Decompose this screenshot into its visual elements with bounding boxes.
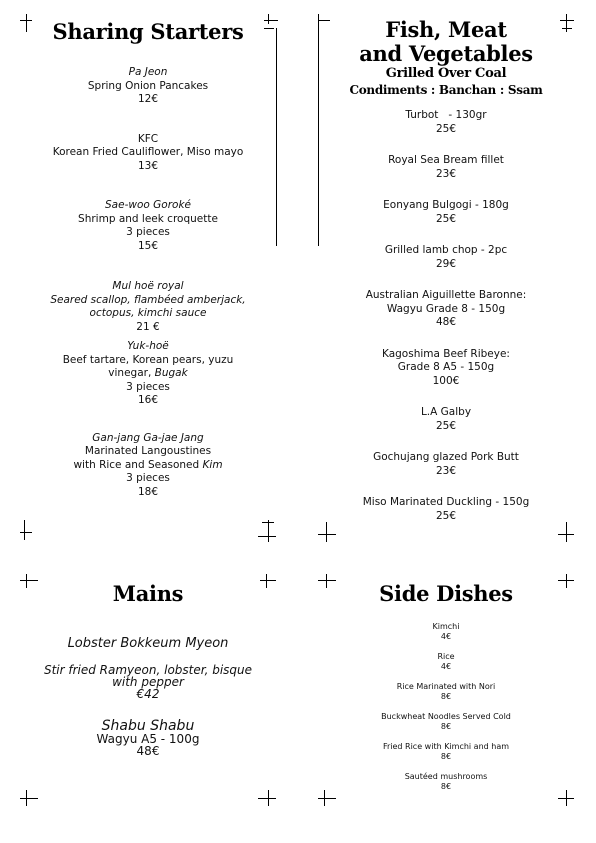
dish-desc: Stir fried Ramyeon, lobster, bisque — [43, 663, 253, 677]
menu-item — [318, 244, 574, 271]
side-item — [318, 652, 574, 672]
menu-item — [20, 340, 276, 408]
menu-item — [20, 199, 276, 253]
item-name: Australian Aiguillette Baronne: — [365, 289, 527, 301]
corner-ornament — [566, 790, 567, 806]
menu-item — [20, 66, 276, 107]
grill-title-line-1: Fish, Meat — [385, 17, 507, 42]
corner-ornament — [262, 522, 274, 523]
dish-price: 48€ — [136, 744, 160, 758]
item-desc: Seared scallop, flambéed amberjack, — [50, 293, 246, 306]
item-price: 25€ — [435, 419, 457, 432]
corner-ornament — [268, 520, 269, 542]
main-dish — [20, 719, 276, 757]
item-price: 23€ — [435, 464, 457, 477]
dish-name: Lobster Bokkeum Myeon — [67, 636, 229, 651]
main-dish — [20, 636, 276, 701]
corner-ornament — [566, 522, 567, 542]
item-price: 13€ — [137, 159, 159, 172]
dish-desc: Wagyu A5 - 100g — [96, 732, 200, 746]
item-price: 16€ — [137, 394, 159, 406]
menu-item — [318, 451, 574, 478]
menu-item — [318, 109, 574, 136]
corner-ornament — [26, 790, 27, 806]
item-desc: Korean Fried Cauliflower, Miso mayo — [52, 146, 244, 158]
corner-ornament — [326, 522, 327, 542]
item-price: 8€ — [440, 782, 452, 791]
menu-item — [20, 133, 276, 174]
menu-item — [318, 199, 574, 226]
corner-ornament — [24, 520, 25, 540]
item-name-2: Grade 8 A5 - 150g — [397, 361, 495, 373]
item-price: 4€ — [440, 632, 452, 641]
item-name: Buckwheat Noodles Served Cold — [381, 712, 511, 721]
dish-price: €42 — [136, 687, 160, 701]
menu-item — [20, 280, 276, 334]
item-name: Rice Marinated with Nori — [396, 682, 496, 691]
sides-section — [318, 580, 574, 792]
item-name: Sae-woo Goroké — [105, 199, 191, 211]
item-price: 25€ — [435, 122, 457, 135]
item-price: 8€ — [440, 752, 452, 761]
dish-desc-2: with pepper — [112, 675, 184, 689]
item-price: 18€ — [137, 485, 159, 498]
mains-title: Mains — [112, 581, 184, 606]
item-name: Gan-jang Ga-jae Jang — [92, 431, 204, 444]
item-price: 25€ — [435, 509, 457, 522]
item-price: 12€ — [137, 93, 159, 105]
corner-ornament — [20, 798, 38, 799]
item-price: 25€ — [435, 212, 457, 225]
item-name: Gochujang glazed Pork Butt — [373, 451, 519, 463]
item-name: Grilled lamb chop - 2pc — [384, 244, 508, 256]
starters-title: Sharing Starters — [52, 19, 244, 44]
dish-name: Shabu Shabu — [101, 718, 195, 734]
grill-title-line-2: and Vegetables — [359, 41, 533, 66]
item-name: Rice — [437, 652, 455, 661]
mains-section — [20, 580, 276, 757]
item-desc-2-text: with Rice and Seasoned — [73, 458, 203, 471]
item-price: 21 € — [136, 320, 160, 333]
corner-ornament — [258, 536, 276, 537]
menu-item — [318, 154, 574, 181]
item-price: 29€ — [435, 257, 457, 270]
side-item — [318, 772, 574, 792]
item-name: Eonyang Bulgogi - 180g — [383, 199, 509, 211]
corner-ornament — [20, 532, 32, 533]
item-price: 4€ — [440, 662, 452, 671]
grill-condiments: Condiments : Banchan : Ssam — [349, 83, 543, 97]
item-name: Pa Jeon — [128, 66, 168, 78]
item-desc-2 — [20, 459, 276, 473]
item-desc: Spring Onion Pancakes — [87, 79, 209, 92]
item-extra: 3 pieces — [126, 380, 170, 393]
grill-subtitle: Grilled Over Coal — [385, 66, 507, 81]
item-name: KFC — [137, 132, 159, 145]
divider-line-left — [276, 28, 277, 246]
item-name: Turbot - 130gr — [405, 109, 487, 121]
menu-item — [318, 348, 574, 389]
item-desc-2 — [20, 367, 276, 381]
item-name: Kagoshima Beef Ribeye: — [382, 347, 510, 360]
item-desc-2-text: vinegar, — [108, 367, 155, 379]
item-name: Yuk-hoë — [127, 340, 169, 352]
corner-ornament — [258, 798, 276, 799]
menu-item — [20, 432, 276, 500]
corner-ornament — [324, 790, 325, 806]
item-price: 48€ — [435, 316, 457, 328]
item-price: 8€ — [440, 692, 452, 701]
item-extra: 3 pieces — [126, 472, 170, 484]
item-price: 8€ — [440, 722, 452, 731]
corner-ornament — [268, 790, 269, 806]
item-name: Miso Marinated Duckling - 150g — [362, 496, 530, 508]
item-name: L.A Galby — [420, 406, 472, 418]
corner-ornament — [318, 798, 336, 799]
item-desc-2: octopus, kimchi sauce — [89, 307, 207, 319]
item-name-2: Wagyu Grade 8 - 150g — [386, 302, 506, 315]
corner-ornament — [318, 534, 336, 535]
side-item — [318, 712, 574, 732]
starters-section — [20, 18, 276, 499]
item-desc: Marinated Langoustines — [84, 445, 212, 457]
side-item — [318, 622, 574, 642]
item-price: 100€ — [432, 374, 460, 387]
item-desc-2-italic: Kim — [202, 458, 223, 471]
item-desc-2-italic: Bugak — [154, 367, 188, 379]
item-name: Royal Sea Bream fillet — [388, 154, 504, 166]
item-price: 23€ — [435, 167, 457, 180]
menu-item — [318, 289, 574, 330]
menu-item — [318, 406, 574, 433]
item-name: Sautéed mushrooms — [404, 772, 488, 781]
side-item — [318, 682, 574, 702]
item-desc: Shrimp and leek croquette — [78, 212, 218, 225]
side-item — [318, 742, 574, 762]
item-price: 15€ — [137, 239, 159, 252]
sides-title: Side Dishes — [379, 581, 513, 606]
item-extra: 3 pieces — [126, 226, 170, 238]
item-desc: Beef tartare, Korean pears, yuzu — [62, 353, 234, 366]
grill-section — [318, 18, 574, 523]
item-name: Mul hoë royal — [112, 280, 184, 292]
item-name: Fried Rice with Kimchi and ham — [382, 742, 510, 751]
item-name: Kimchi — [432, 622, 460, 631]
menu-item — [318, 496, 574, 523]
